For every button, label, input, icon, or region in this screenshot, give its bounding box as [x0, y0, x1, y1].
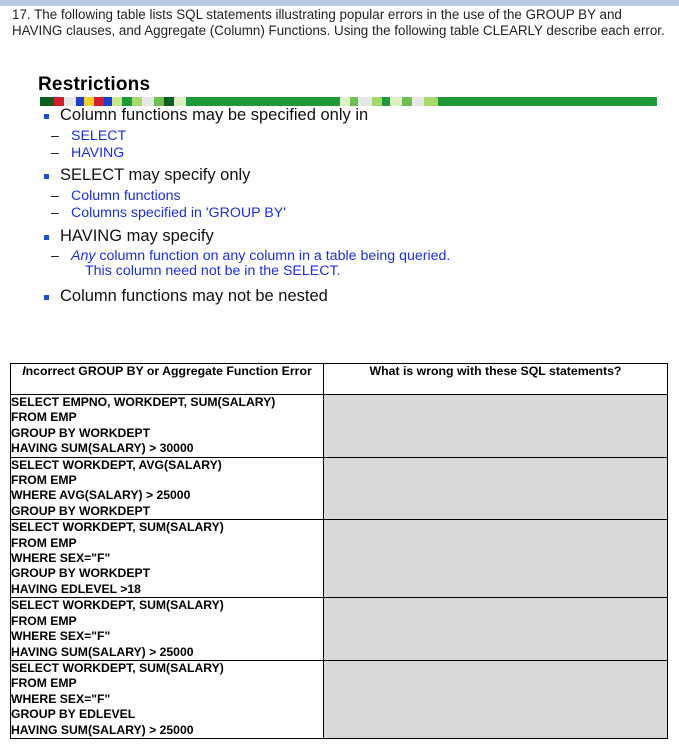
sub-bullet-select: – SELECT [51, 128, 127, 144]
errors-table [10, 363, 668, 739]
table-row [11, 598, 668, 661]
header-answer-column: What is wrong with these SQL statements? [324, 364, 668, 395]
bullet-square-icon [44, 235, 49, 240]
answer-cell[interactable] [324, 660, 668, 738]
bullet-square-icon [44, 295, 49, 300]
sql-statement-cell: SELECT WORKDEPT, AVG(SALARY) FROM EMP WHERE AVG(SALARY) > 25000 GROUP BY WORKDEPT [11, 457, 324, 520]
decorative-stripe [40, 97, 657, 106]
header-error-column: Incorrect GROUP BY or Aggregate Function Error [11, 364, 324, 395]
bullet-square-icon [44, 174, 49, 179]
question-text: 17. The following table lists SQL statements illustrating popular errors in the use of the GROUP BY and HAVING clauses, and Aggregate (Column) Functions. Using the following table CLEARLY describe each error. [12, 7, 665, 38]
restrictions-slide: Restrictions Column functions may be specified only in – SELECT – HAVING SELECT may specify only – Column functions – Columns specified in 'GROUP BY' HAVING may specify – Any column function on any column in a table being queried. This column need not be in the SELECT. Column functions may not be nested [38, 74, 658, 96]
sql-statement-cell: SELECT EMPNO, WORKDEPT, SUM(SALARY) FROM EMP GROUP BY WORKDEPT HAVING SUM(SALARY) > 30000 [11, 395, 324, 458]
bullet-3: HAVING may specify [60, 227, 214, 246]
sub-bullet-column-functions: – Column functions [51, 188, 181, 204]
bullet-4: Column functions may not be nested [60, 287, 328, 306]
answer-cell[interactable] [324, 395, 668, 458]
table-row [11, 395, 668, 458]
bullet-2: SELECT may specify only [60, 166, 250, 185]
table-header-row [11, 364, 668, 395]
sql-statement-cell: SELECT WORKDEPT, SUM(SALARY) FROM EMP WHERE SEX="F" HAVING SUM(SALARY) > 25000 [11, 598, 324, 661]
sub-bullet-any-column: – Any column function on any column in a table being queried. [51, 248, 451, 264]
answer-cell[interactable] [324, 520, 668, 598]
sub-bullet-group-by-columns: – Columns specified in 'GROUP BY' [51, 205, 286, 221]
table-row [11, 660, 668, 738]
bullet-square-icon [44, 114, 49, 119]
table-row [11, 520, 668, 598]
sql-statement-cell: SELECT WORKDEPT, SUM(SALARY) FROM EMP WHERE SEX="F" GROUP BY EDLEVEL HAVING SUM(SALARY) > 25000 [11, 660, 324, 738]
sql-statement-cell: SELECT WORKDEPT, SUM(SALARY) FROM EMP WHERE SEX="F" GROUP BY WORKDEPT HAVING EDLEVEL >18 [11, 520, 324, 598]
answer-cell[interactable] [324, 598, 668, 661]
top-border-bar [0, 0, 679, 6]
sub-bullet-having: – HAVING [51, 145, 125, 161]
answer-cell[interactable] [324, 457, 668, 520]
table-row [11, 457, 668, 520]
slide-title: Restrictions [38, 74, 151, 95]
bullet-1: Column functions may be specified only in [60, 106, 368, 125]
